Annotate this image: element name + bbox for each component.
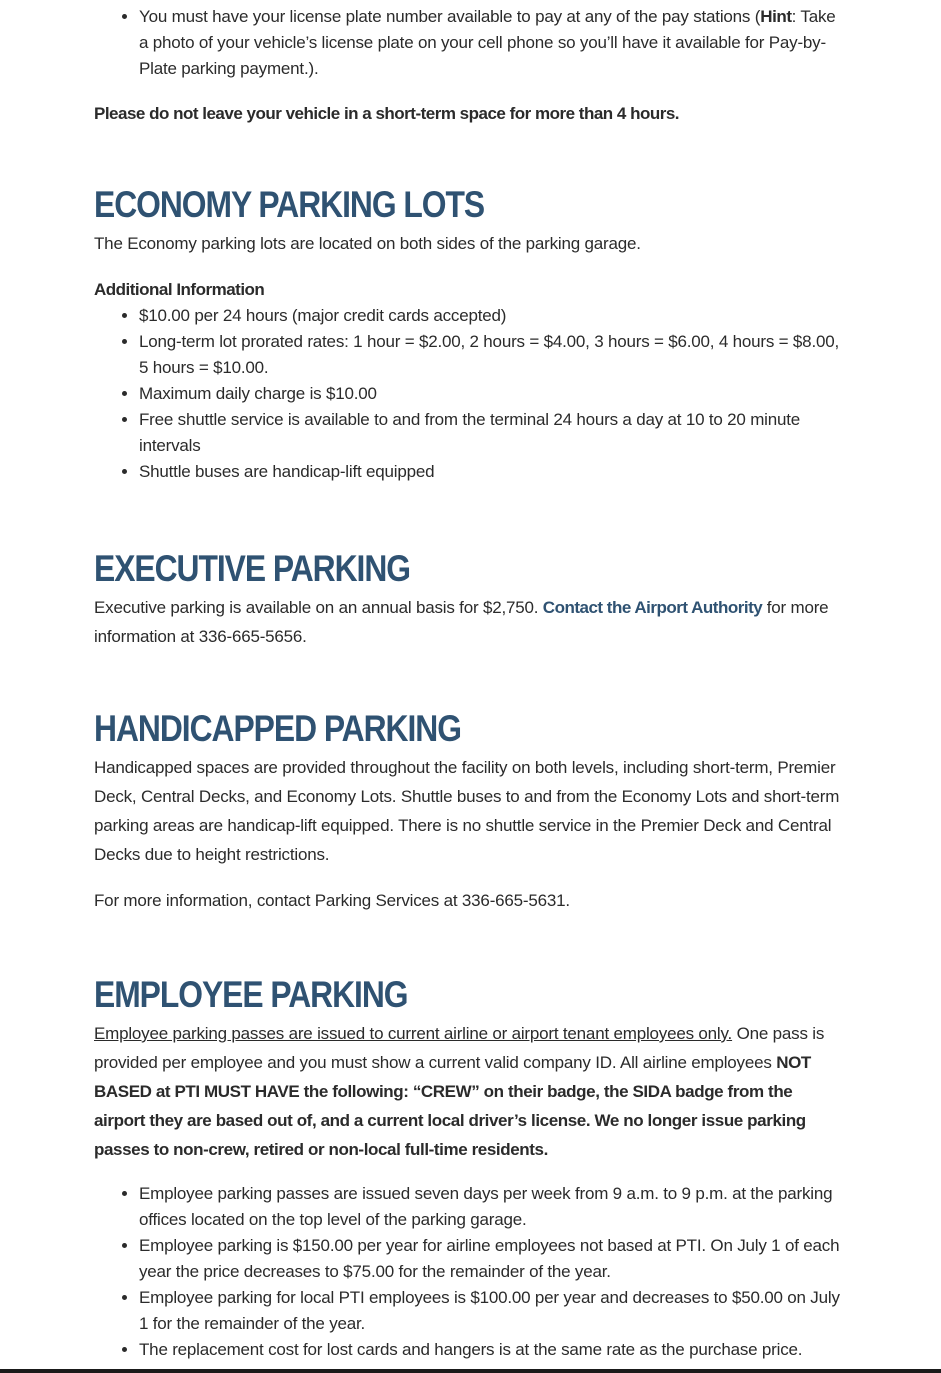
list-item: • Employee parking passes are issued seven days per week from 9 a.m. to 9 p.m. at the parking offices located on the top level of the parking garage.: [139, 1181, 846, 1233]
contact-airport-authority-link[interactable]: Contact the Airport Authority: [542, 598, 763, 617]
executive-parking-text: [94, 593, 846, 651]
payment-info-list: [94, 0, 846, 82]
list-item: • Shuttle buses are handicap-lift equipped: [139, 459, 846, 485]
short-term-warning: Please do not leave your vehicle in a short-term space for more than 4 hours.: [94, 104, 680, 123]
hint-label: Hint: [760, 7, 792, 26]
economy-intro: The Economy parking lots are located on both sides of the parking garage.: [94, 234, 641, 253]
employee-info-list: [94, 1181, 846, 1363]
employee-parking-text: [94, 1019, 846, 1164]
additional-information-label: Additional Information: [94, 280, 265, 299]
list-item: • $10.00 per 24 hours (major credit cards accepted): [139, 303, 846, 329]
handicapped-parking-text: Handicapped spaces are provided throughout the facility on both levels, including short-term, Premier Deck, Central Decks, and Economy Lots. Shuttle buses to and from the Economy Lots and short-term parking areas are handicap-lift equipped. There is no shuttle service in the Premier Deck and Central Decks due to height restrictions.: [94, 758, 840, 864]
handicapped-parking-heading: HANDICAPPED PARKING: [94, 708, 461, 749]
list-item: • Free shuttle service is available to and from the terminal 24 hours a day at 10 to 20 minute intervals: [139, 407, 846, 459]
employee-requirements: NOT BASED at PTI MUST HAVE the following: “CREW” on their badge, the SIDA badge from the airport they are based out of, and a current local driver’s license. We no longer issue parking passes to non-crew, retired or non-local full-time residents.: [94, 1053, 811, 1159]
list-item: • The replacement cost for lost cards and hangers is at the same rate as the purchase price.: [139, 1337, 846, 1363]
list-item: • Employee parking is $150.00 per year for airline employees not based at PTI. On July 1 of each year the price decreases to $75.00 for the remainder of the year.: [139, 1233, 846, 1285]
bottom-divider: [0, 1369, 941, 1373]
list-item: • Maximum daily charge is $10.00: [139, 381, 846, 407]
employee-pass-text: One pass is provided per employee and you must show a current valid company ID. All airline employees: [94, 1024, 825, 1072]
employee-parking-heading: EMPLOYEE PARKING: [94, 974, 408, 1015]
list-item: • Long-term lot prorated rates: 1 hour = $2.00, 2 hours = $4.00, 3 hours = $6.00, 4 hours = $8.00, 5 hours = $10.00.: [139, 329, 846, 381]
parking-services-contact: For more information, contact Parking Services at 336-665-5631.: [94, 891, 570, 910]
article-content: [94, 0, 846, 1363]
list-item-text: You must have your license plate number available to pay at any of the pay stations (: [139, 7, 761, 26]
economy-parking-heading: ECONOMY PARKING LOTS: [94, 184, 485, 225]
executive-text-after: for more information at 336-665-5656.: [94, 598, 829, 646]
economy-info-list: [94, 303, 846, 485]
executive-text-before: Executive parking is available on an annual basis for $2,750.: [94, 598, 543, 617]
list-item: • Employee parking for local PTI employees is $100.00 per year and decreases to $50.00 on July 1 for the remainder of the year.: [139, 1285, 846, 1337]
list-item: [139, 4, 846, 82]
list-item-text: : Take a photo of your vehicle’s license plate on your cell phone so you’ll have it available for Pay-by-Plate parking payment.).: [139, 7, 836, 78]
employee-eligibility-note: Employee parking passes are issued to current airline or airport tenant employees only.: [94, 1024, 733, 1043]
executive-parking-heading: EXECUTIVE PARKING: [94, 548, 411, 589]
